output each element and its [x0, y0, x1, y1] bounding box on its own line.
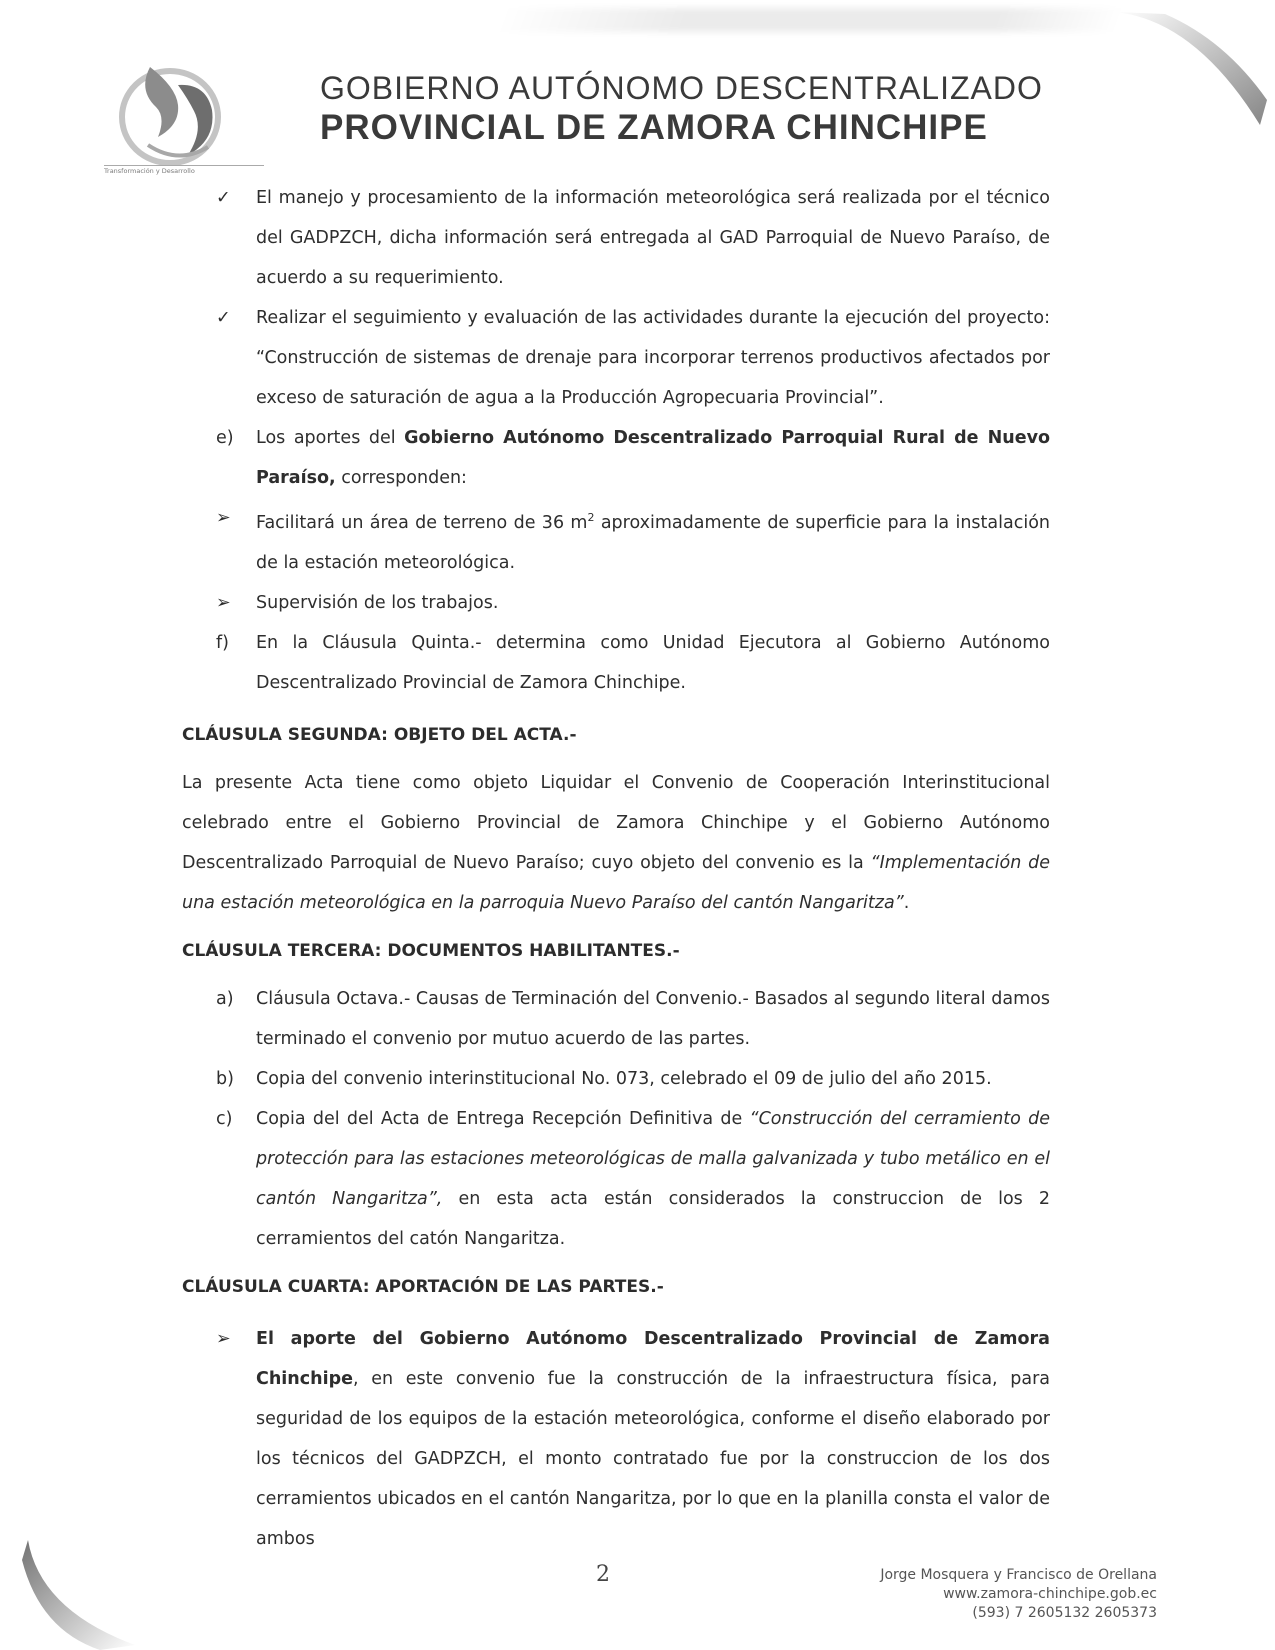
list-item [182, 583, 1050, 623]
list-marker: a) [216, 988, 234, 1009]
item-text [256, 418, 1050, 498]
list-item [182, 178, 1050, 298]
list-marker: f) [216, 632, 229, 653]
bold-text: El aporte del Gobierno Autónomo Descentralizado Provincial de Zamora Chinchipe [256, 1328, 1050, 1389]
italic-text: “Construcción del cerramiento de protección para las estaciones meteorológicas de malla galvanizada y tubo metálico en el cantón Nangaritza”, [256, 1108, 1051, 1209]
arrowhead-bullet-icon: ➢ [216, 1328, 231, 1349]
item-text: Cláusula Octava.- Causas de Terminación del Convenio.- Basados al segundo literal damos terminado el convenio por mutuo acuerdo de las partes. [256, 988, 1050, 1049]
item-text [256, 498, 1050, 583]
list-item-c [182, 1099, 1050, 1259]
list-item-f [182, 623, 1050, 703]
provincial-logo-icon [108, 55, 248, 170]
arrowhead-bullet-icon: ➢ [216, 508, 231, 528]
item-text: Realizar el seguimiento y evaluación de las actividades durante la ejecución del proyecto: “Construcción de sistemas de drenaje para incorporar terrenos productivos afectados por exceso de saturación de agua a la Producción Agropecuaria Provincial”. [256, 308, 1050, 408]
arrowhead-bullet-icon: ➢ [216, 592, 231, 613]
text-run: La presente Acta tiene como objeto Liquidar el Convenio de Cooperación Interinstitucional celebrado entre el Gobierno Provincial de Zamora Chinchipe y el Gobierno Autónomo Descentralizado Parroquial de Nuevo Paraíso; cuyo objeto del convenio es la [182, 772, 1050, 873]
item-text [256, 1099, 1050, 1259]
text-run: Facilitará un área de terreno de 36 m [256, 512, 588, 533]
item-text: En la Cláusula Quinta.- determina como Unidad Ejecutora al Gobierno Autónomo Descentralizado Provincial de Zamora Chinchipe. [256, 632, 1050, 693]
page-number: 2 [596, 1562, 610, 1587]
list-item [182, 498, 1050, 583]
header-title-line1: GOBIERNO AUTÓNOMO DESCENTRALIZADO [320, 70, 1043, 106]
list-item-e [182, 418, 1050, 498]
footer-website[interactable]: www.zamora-chinchipe.gob.ec [943, 1586, 1157, 1602]
clause-heading: CLÁUSULA SEGUNDA: OBJETO DEL ACTA.- [182, 724, 577, 745]
list-item-a [182, 979, 1050, 1059]
footer-contact [880, 1566, 1157, 1623]
list-marker: b) [216, 1068, 234, 1089]
text-run: , en este convenio fue la construcción de la infraestructura física, para seguridad de los equipos de la estación meteorológica, conforme el diseño elaborado por los técnicos del GADPZCH, el monto contratado fue por la construccion de los dos cerramientos ubicados en el cantón Nangaritza, por lo que en la planilla consta el valor de ambos [256, 1368, 1050, 1549]
logo-caption: Transformación y Desarrollo [104, 165, 264, 175]
page-corner-shadow-bottom-left [0, 1520, 150, 1650]
text-run: corresponden: [335, 468, 467, 488]
superscript: 2 [587, 511, 595, 524]
list-item [182, 298, 1050, 418]
text-run: . [903, 892, 910, 913]
scan-shadow-top [496, 8, 1125, 32]
text-run: en esta acta están considerados la construccion de los 2 cerramientos del catón Nangaritza. [256, 1188, 1050, 1249]
footer-phone: (593) 7 2605132 2605373 [972, 1605, 1157, 1621]
clause-heading: CLÁUSULA TERCERA: DOCUMENTOS HABILITANTES.- [182, 940, 680, 961]
header-title-line2: PROVINCIAL DE ZAMORA CHINCHIPE [320, 108, 988, 147]
check-icon: ✓ [216, 308, 231, 328]
item-text [256, 1319, 1050, 1559]
list-item [182, 1319, 1050, 1559]
list-marker: c) [216, 1108, 233, 1129]
check-icon: ✓ [216, 188, 231, 208]
italic-text: “Implementación de una estación meteorológica en la parroquia Nuevo Paraíso del cantón Nangaritza” [182, 852, 1050, 913]
list-item-b [182, 1059, 1050, 1099]
clause-heading: CLÁUSULA CUARTA: APORTACIÓN DE LAS PARTES.- [182, 1276, 664, 1297]
clause-paragraph [182, 763, 1050, 923]
document-body [182, 178, 1050, 1559]
bold-text: Gobierno Autónomo Descentralizado Parroquial Rural de Nuevo Paraíso, [256, 428, 1050, 488]
item-text: Copia del convenio interinstitucional No. 073, celebrado el 09 de julio del año 2015. [256, 1068, 992, 1089]
item-text: Supervisión de los trabajos. [256, 592, 499, 613]
text-run: aproximadamente de superficie para la instalación de la estación meteorológica. [256, 512, 1050, 573]
text-run: Los aportes del [256, 428, 405, 448]
footer-address: Jorge Mosquera y Francisco de Orellana [880, 1567, 1157, 1583]
text-run: Copia del del Acta de Entrega Recepción Definitiva de [256, 1108, 750, 1129]
item-text: El manejo y procesamiento de la información meteorológica será realizada por el técnico del GADPZCH, dicha información será entregada al GAD Parroquial de Nuevo Paraíso, de acuerdo a su requerimiento. [256, 188, 1050, 288]
list-marker: e) [216, 428, 234, 448]
